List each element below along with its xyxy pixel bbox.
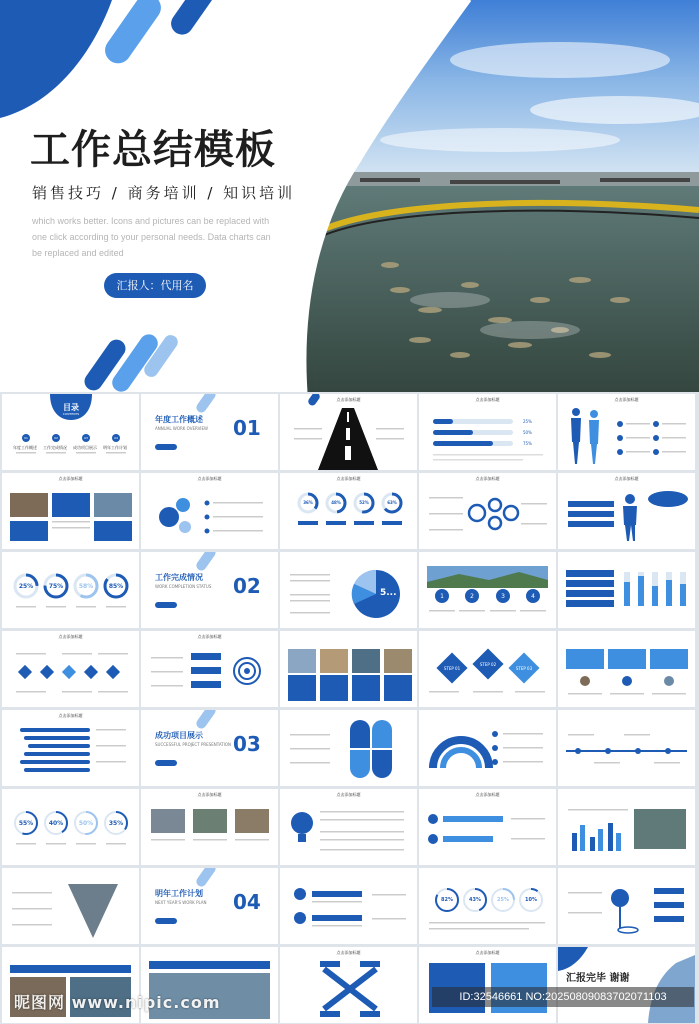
slide-thumb-steps[interactable] bbox=[419, 631, 556, 707]
step-label: STEP 01 bbox=[443, 666, 461, 671]
slide-heading: 点击添加标题 bbox=[58, 713, 83, 718]
section-subtitle: WORK COMPLETION STATUS bbox=[155, 584, 212, 589]
section-title: 成功项目展示 bbox=[155, 731, 203, 740]
section-subtitle: NEXT YEAR'S WORK PLAN bbox=[155, 900, 207, 905]
slide-heading: 点击添加标题 bbox=[475, 397, 500, 402]
toc-num: 02 bbox=[54, 436, 58, 440]
slide-thumb-road[interactable] bbox=[280, 394, 417, 470]
slide-heading: 点击添加标题 bbox=[197, 792, 222, 797]
slide-thumb-photo-columns[interactable] bbox=[280, 631, 417, 707]
ring-label: 58% bbox=[78, 583, 94, 590]
slide-heading: 点击添加标题 bbox=[58, 476, 83, 481]
slide-heading: 点击添加标题 bbox=[614, 397, 639, 402]
slide-thumb-section-03[interactable] bbox=[141, 710, 278, 786]
ring-label: 63% bbox=[387, 500, 397, 505]
toc-item: 成功项目展示 bbox=[73, 445, 97, 450]
slide-thumb-triangle[interactable] bbox=[2, 868, 139, 944]
slide-thumb-gear-chain[interactable] bbox=[419, 473, 556, 549]
slide-thumb-section-01[interactable] bbox=[141, 394, 278, 470]
slide-thumb-bulb[interactable] bbox=[280, 789, 417, 865]
slide-thumb-clover[interactable] bbox=[280, 710, 417, 786]
reporter-button[interactable]: 汇报人：代用名 bbox=[104, 273, 206, 298]
accent-stripe bbox=[100, 0, 166, 68]
toc-item: 工作完成情况 bbox=[43, 445, 67, 450]
toc-item: 年度工作概述 bbox=[13, 445, 37, 450]
ring-label: 25% bbox=[18, 583, 34, 590]
slide-thumb-section-04[interactable] bbox=[141, 868, 278, 944]
site-watermark: 昵图网 www.nipic.com bbox=[14, 993, 221, 1012]
toc-num: 01 bbox=[24, 436, 28, 440]
slide-thumb-landscape-steps[interactable] bbox=[419, 552, 556, 628]
slide-thumb-pie[interactable] bbox=[280, 552, 417, 628]
slide-thumb-timeline[interactable] bbox=[558, 710, 695, 786]
section-number: 01 bbox=[233, 416, 261, 440]
slide-heading: 点击添加标题 bbox=[336, 792, 361, 797]
slide-thumb-target[interactable] bbox=[141, 631, 278, 707]
toc-item: 明年工作计划 bbox=[103, 445, 127, 450]
slide-heading: 点击添加标题 bbox=[475, 476, 500, 481]
ending-text: 汇报完毕 谢谢 bbox=[566, 973, 630, 984]
slide-thumb-people[interactable] bbox=[558, 394, 695, 470]
slide-thumb-toc[interactable] bbox=[2, 394, 139, 470]
section-number: 04 bbox=[233, 890, 261, 914]
slide-thumb-x-diagram[interactable] bbox=[280, 947, 417, 1023]
slide-thumbnail-grid bbox=[0, 392, 699, 1024]
slide-thumb-pill-list[interactable] bbox=[2, 710, 139, 786]
toc-subtitle: CONTENTS bbox=[62, 412, 80, 416]
slide-thumb-bar-list[interactable] bbox=[419, 789, 556, 865]
pie-label: 5... bbox=[380, 588, 397, 598]
slide-thumb-boxes[interactable] bbox=[558, 631, 695, 707]
step-label: STEP 02 bbox=[479, 662, 497, 667]
step-number: 2 bbox=[470, 593, 474, 600]
slide-heading: 点击添加标题 bbox=[197, 476, 222, 481]
ring-label: 10% bbox=[525, 897, 537, 903]
ring-label: 35% bbox=[108, 820, 124, 827]
progress-label: 50% bbox=[523, 430, 532, 435]
section-title: 年度工作概述 bbox=[155, 415, 203, 424]
cover-description: which works better. Icons and pictures can be replaced with one click according to your personal needs. Data charts can be replaced and edited bbox=[32, 216, 271, 258]
slide-thumb-progress-bars[interactable] bbox=[419, 394, 556, 470]
section-subtitle: SUCCESSFUL PROJECT PRESENTATION bbox=[155, 742, 232, 747]
cover-title: 工作总结模板 bbox=[30, 127, 276, 173]
slide-heading: 点击添加标题 bbox=[475, 792, 500, 797]
toc-num: 04 bbox=[114, 436, 118, 440]
slide-thumb-photo-row[interactable] bbox=[141, 789, 278, 865]
ring-label: 75% bbox=[48, 583, 64, 590]
slide-heading: 点击添加标题 bbox=[336, 476, 361, 481]
id-watermark: ID:32546661 NO:20250809083702071103 bbox=[432, 987, 694, 1007]
ring-label: 48% bbox=[331, 500, 341, 505]
step-number: 3 bbox=[501, 593, 505, 600]
slide-thumb-ending[interactable] bbox=[558, 947, 695, 1023]
slide-thumb-icon-bars[interactable] bbox=[280, 868, 417, 944]
slide-heading: 点击添加标题 bbox=[475, 950, 500, 955]
slide-heading: 点击添加标题 bbox=[336, 950, 361, 955]
section-number: 03 bbox=[233, 732, 261, 756]
ring-label: 52% bbox=[359, 500, 369, 505]
progress-label: 75% bbox=[523, 441, 532, 446]
slide-thumb-ring-stats-a[interactable] bbox=[280, 473, 417, 549]
slide-thumb-blue-panels[interactable] bbox=[419, 947, 556, 1023]
section-title: 工作完成情况 bbox=[155, 573, 203, 582]
slide-thumb-bar-chart[interactable] bbox=[558, 789, 695, 865]
cover-subtitle: 销售技巧 / 商务培训 / 知识培训 bbox=[32, 184, 296, 202]
corner-shape bbox=[0, 0, 112, 118]
slide-thumb-ring-stats-b[interactable] bbox=[2, 552, 139, 628]
slide-thumb-social-bars[interactable] bbox=[558, 552, 695, 628]
ring-label: 85% bbox=[108, 583, 124, 590]
slide-thumb-ring-stats-d[interactable] bbox=[419, 868, 556, 944]
slide-thumb-pin[interactable] bbox=[558, 868, 695, 944]
ring-label: 25% bbox=[497, 897, 509, 903]
slide-heading: 点击添加标题 bbox=[58, 634, 83, 639]
section-title: 明年工作计划 bbox=[155, 889, 203, 898]
slide-thumb-gears[interactable] bbox=[141, 473, 278, 549]
slide-thumb-diamonds[interactable] bbox=[2, 631, 139, 707]
ring-label: 36% bbox=[303, 500, 313, 505]
slide-thumb-arc[interactable] bbox=[419, 710, 556, 786]
toc-num: 03 bbox=[84, 436, 88, 440]
section-subtitle: ANNUAL WORK OVERVIEW bbox=[155, 426, 208, 431]
ring-label: 82% bbox=[441, 897, 453, 903]
ring-label: 40% bbox=[48, 820, 64, 827]
section-number: 02 bbox=[233, 574, 261, 598]
slide-heading: 点击添加标题 bbox=[336, 397, 361, 402]
slide-heading: 点击添加标题 bbox=[197, 634, 222, 639]
slide-thumb-person-list[interactable] bbox=[558, 473, 695, 549]
step-label: STEP 03 bbox=[515, 666, 533, 671]
accent-stripe bbox=[167, 0, 219, 39]
cover-slide bbox=[0, 0, 699, 392]
slide-thumb-ring-stats-c[interactable] bbox=[2, 789, 139, 865]
toc-title: 目录 bbox=[63, 403, 79, 412]
slide-thumb-section-02[interactable] bbox=[141, 552, 278, 628]
ring-label: 50% bbox=[78, 820, 94, 827]
ring-label: 43% bbox=[469, 897, 481, 903]
step-number: 1 bbox=[440, 593, 444, 600]
ring-label: 55% bbox=[18, 820, 34, 827]
step-number: 4 bbox=[531, 593, 535, 600]
progress-label: 25% bbox=[523, 419, 532, 424]
slide-thumb-photo-cards[interactable] bbox=[2, 473, 139, 549]
slide-heading: 点击添加标题 bbox=[614, 476, 639, 481]
